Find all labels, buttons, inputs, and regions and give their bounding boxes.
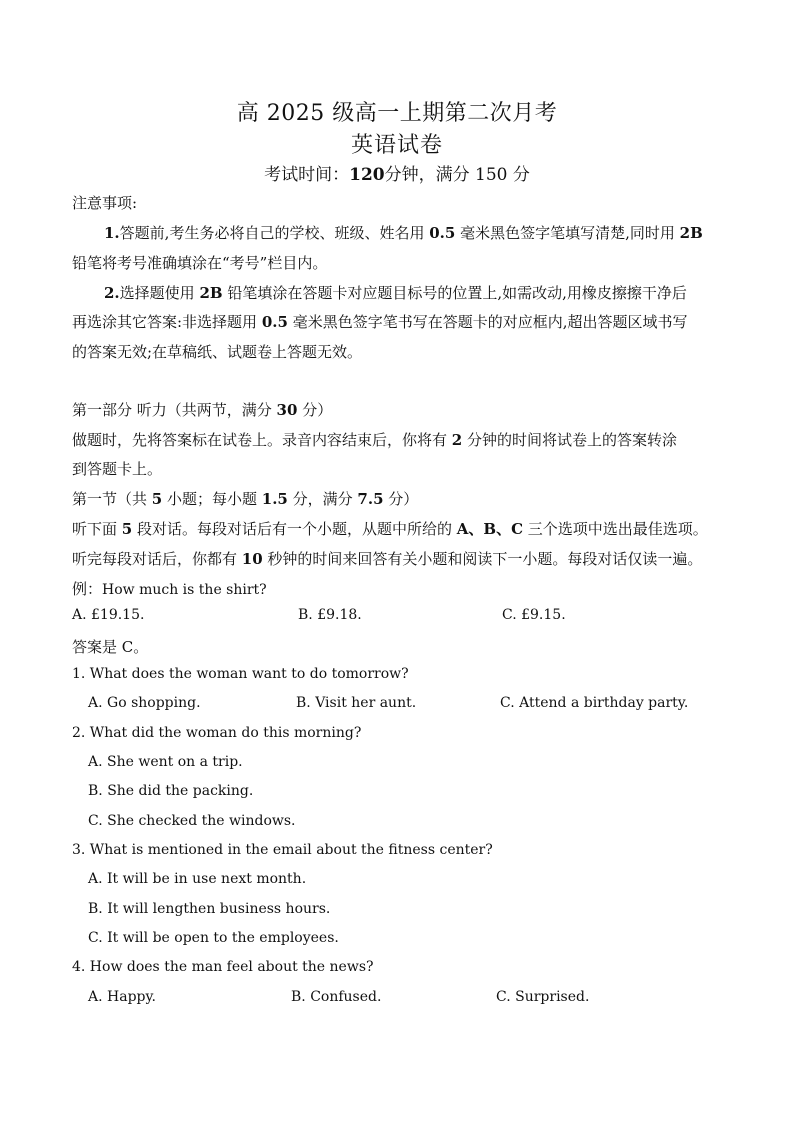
listen-d: A、B、C — [456, 520, 524, 538]
question-4-option-b: B. Confused. — [291, 989, 382, 1005]
question-2-stem: 2. What did the woman do this morning? — [72, 725, 362, 741]
note-2-line-3: 的答案无效;在草稿纸、试题卷上答题无效。 — [72, 343, 363, 361]
time-rest: 分钟，满分 150 分 — [384, 165, 530, 185]
example-question-text: How much is the shirt? — [102, 582, 267, 598]
part1-heading-c: 分） — [297, 401, 333, 419]
note-1-text-a: 答题前,考生务必将自己的学校、班级、姓名用 — [119, 224, 430, 242]
example-option-c: C. £9.15. — [502, 607, 566, 623]
note-2-line-2 — [72, 311, 732, 332]
notes-heading: 注意事项: — [72, 194, 138, 212]
listen-c: 段对话。每段对话后有一个小题，从题中所给的 — [132, 520, 457, 538]
note-2-text-f: 毫米黑色签字笔书写在答题卡的对应框内,超出答题区域书写 — [287, 313, 688, 331]
part1-heading — [72, 399, 732, 420]
question-2-option-a: A. She went on a trip. — [88, 754, 243, 770]
section1-f: 7.5 — [357, 490, 384, 508]
exam-subject: 英语试卷 — [350, 133, 443, 158]
listen-h: 秒钟的时间来回答有关小题和阅读下一小题。每段对话仅读一遍。 — [262, 550, 703, 568]
question-1-option-a: A. Go shopping. — [88, 695, 201, 711]
note-2-line-1 — [104, 282, 764, 303]
example-prefix: 例： — [72, 580, 103, 598]
listen-a: 听下面 — [72, 520, 122, 538]
example-answer: 答案是 C。 — [72, 638, 149, 656]
note-2-number: 2. — [104, 284, 120, 302]
question-1-option-b: B. Visit her aunt. — [296, 695, 417, 711]
question-1-stem: 1. What does the woman want to do tomorrow? — [72, 666, 409, 682]
note-2-text-b: 2B — [199, 284, 223, 302]
time-prefix: 考试时间： — [264, 165, 350, 185]
section1-g: 分） — [383, 490, 419, 508]
listen-instr-line-1 — [72, 518, 732, 539]
example-question — [72, 578, 732, 599]
note-2-text-a: 选择题使用 — [119, 284, 200, 302]
question-2-option-b: B. She did the packing. — [88, 783, 254, 799]
exam-title: 高 2025 级高一上期第二次月考 — [236, 101, 558, 126]
listen-f: 听完每段对话后，你都有 — [72, 550, 242, 568]
question-1-option-c: C. Attend a birthday party. — [500, 695, 689, 711]
section1-d: 1.5 — [261, 490, 288, 508]
question-3-option-a: A. It will be in use next month. — [88, 871, 307, 887]
question-2-option-c: C. She checked the windows. — [88, 813, 296, 829]
part1-instr-line-1 — [72, 429, 732, 450]
note-2-text-d: 再选涂其它答案:非选择题用 — [72, 313, 262, 331]
note-1-text-d: 2B — [679, 224, 703, 242]
note-1-text-c: 毫米黑色签字笔填写清楚,同时用 — [455, 224, 680, 242]
section1-c: 小题；每小题 — [162, 490, 262, 508]
note-1-number: 1. — [104, 224, 120, 242]
part1-instr-a: 做题时，先将答案标在试卷上。录音内容结束后，你将有 — [72, 431, 452, 449]
note-1-line-1 — [104, 222, 764, 243]
part1-heading-b: 30 — [276, 401, 298, 419]
section1-b: 5 — [151, 490, 163, 508]
part1-heading-a: 第一部分 听力（共两节，满分 — [72, 401, 277, 419]
question-4-stem: 4. How does the man feel about the news? — [72, 959, 374, 975]
question-4-option-a: A. Happy. — [88, 989, 156, 1005]
note-2-text-c: 铅笔填涂在答题卡对应题目标号的位置上,如需改动,用橡皮擦擦干净后 — [222, 284, 687, 302]
listen-g: 10 — [241, 550, 263, 568]
part1-instr-c: 分钟的时间将试卷上的答案转涂 — [462, 431, 677, 449]
listen-e: 三个选项中选出最佳选项。 — [523, 520, 708, 538]
section1-e: 分，满分 — [287, 490, 358, 508]
question-3-option-b: B. It will lengthen business hours. — [88, 901, 331, 917]
example-option-b: B. £9.18. — [298, 607, 362, 623]
question-3-option-c: C. It will be open to the employees. — [88, 930, 339, 946]
example-option-a: A. £19.15. — [72, 607, 145, 623]
listen-instr-line-2 — [72, 548, 732, 569]
section1-heading — [72, 488, 732, 509]
note-1-line-2: 铅笔将考号准确填涂在“考号”栏目内。 — [72, 254, 328, 272]
section1-a: 第一节（共 — [72, 490, 152, 508]
exam-time-info — [0, 160, 794, 185]
note-1-text-b: 0.5 — [429, 224, 456, 242]
question-4-option-c: C. Surprised. — [496, 989, 590, 1005]
question-3-stem: 3. What is mentioned in the email about the fitness center? — [72, 842, 493, 858]
part1-instr-line-2: 到答题卡上。 — [72, 460, 163, 478]
time-value: 120 — [349, 165, 385, 185]
listen-b: 5 — [121, 520, 133, 538]
note-2-text-e: 0.5 — [261, 313, 288, 331]
part1-instr-b: 2 — [451, 431, 463, 449]
